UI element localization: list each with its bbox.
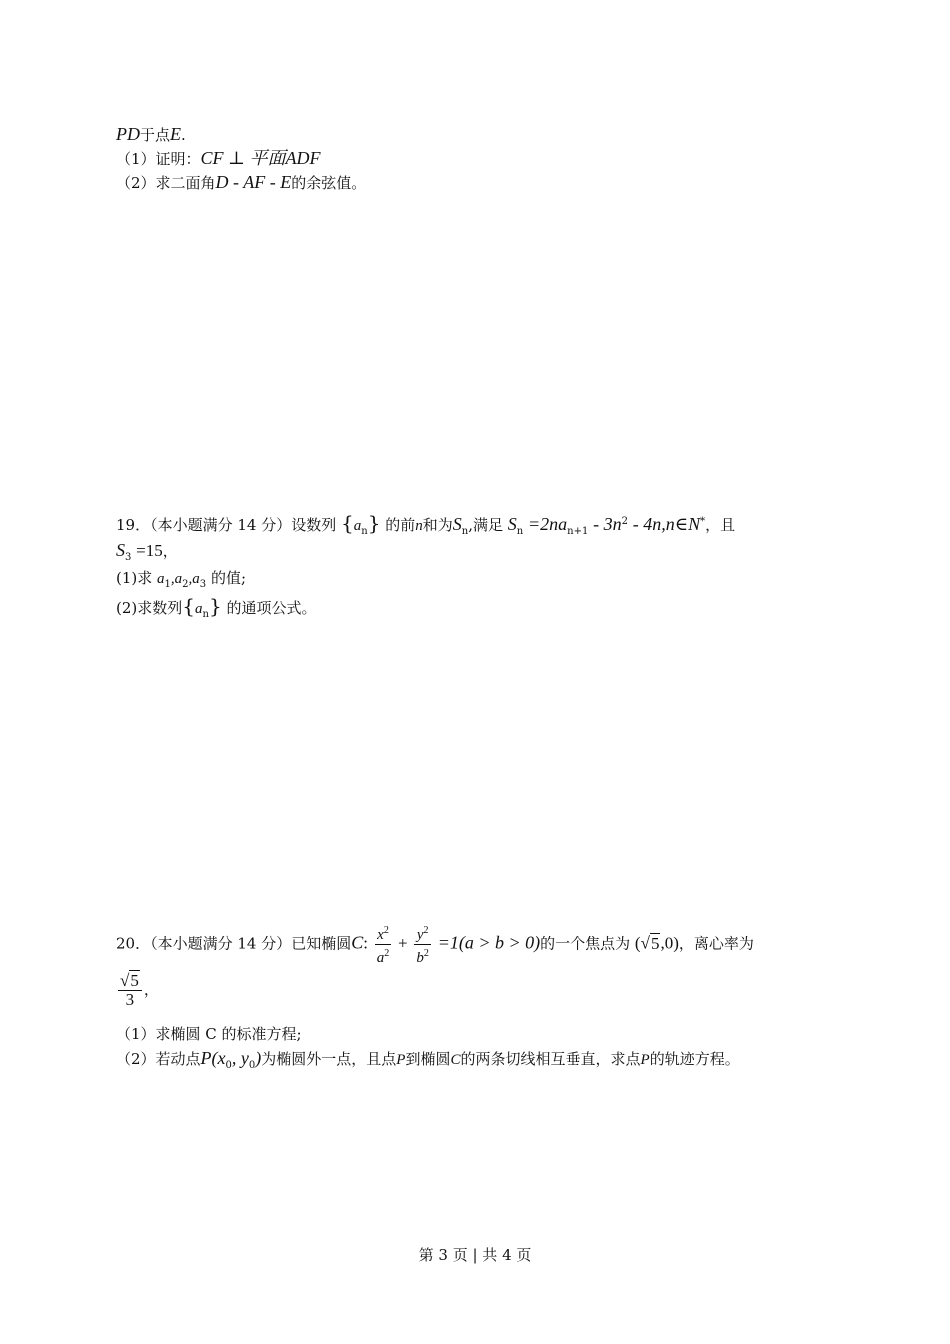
q19-part1-sub3: 3 [199,579,207,590]
q20-part2-prefix: （2）若动点 [116,1050,201,1068]
q20-y-sup: 2 [423,925,429,936]
q19-part2-brace-close: } [208,594,222,618]
q19-part1-a1: a [157,571,165,587]
q19-text-a: 的前 [385,516,416,534]
q19-part1-sub2: 2 [182,579,189,590]
q20-focus-open: ( [634,933,641,953]
q19-eq-s-sub: n [516,526,524,537]
q20-ecc-frac [118,972,142,1009]
q18-part1-label: （1）证明： [116,150,201,168]
q19-line1 [116,512,735,542]
q20-x: x [377,927,384,943]
q20-part2-text1: 为椭圆外一点，且点 [261,1050,397,1068]
q18-part2-label: （2）求二面角 [116,174,216,192]
q20-frac-x [375,922,392,967]
q20-eq-rest: =1(a > b > 0) [437,932,541,953]
q19-eq-rhs3-sup: * [700,516,706,527]
q20-a-sup: 2 [384,948,390,959]
q20-part2-sub0b: 0 [248,1060,256,1071]
q20-a: a [376,950,385,966]
q19-part1-a2: ,a [170,571,183,587]
page-footer: 第 3 页 | 共 4 页 [418,1246,532,1264]
q20-number: 20．（本小题满分 14 分）已知椭圆 [116,934,352,953]
q20-part2-pb: P [640,1052,650,1068]
q19-part1-end: 的值; [210,569,246,587]
q19-line2-s: S [116,540,125,560]
q20-x-sup: 2 [383,925,389,936]
q18-part1 [116,148,320,169]
q20-part2-text4: 的轨迹方程。 [649,1050,740,1068]
q20-y: y [416,927,424,943]
q19-seq-sub: n [361,526,368,537]
q20-line2 [116,972,159,1009]
q18-part2-math: D - AF - E [215,172,292,192]
q20-ecc-root: √ [120,971,130,990]
q20-focus-root: √ [640,933,650,953]
q19-part2-seq: a [194,601,203,617]
q19-part1 [116,568,246,595]
q19-eq-rhs2: - 3n [593,514,622,534]
q20-part2-pa: P [396,1052,406,1068]
q18-part1-math: CF ⊥ 平面ADF [200,148,321,168]
q20-frac-y [414,922,431,967]
q20-b-sup: 2 [423,948,429,959]
q19-part2-brace-open: { [182,594,195,618]
q18-part2 [116,172,366,193]
q18-dot: . [181,126,186,144]
q19-text-c: ,满足 [468,516,503,534]
q18-line1 [116,124,186,145]
q19-line2-end: ， [162,542,178,560]
q19-part2-seq-sub: n [202,609,209,620]
q20-part2-ca: C [450,1052,461,1068]
q19-brace-close: } [367,511,381,535]
q20-line1 [116,922,754,967]
q19-eq-rhs2-sup: 2 [621,516,628,527]
q20-plus: + [398,933,408,953]
q20-focus-five: 5 [650,933,660,953]
q19-n: n [415,518,423,534]
q20-ecc-end: ， [143,980,159,999]
q20-text-a: 的一个焦点为 [540,934,631,953]
q19-part1-a3: ,a [188,571,200,587]
q20-part1: （1）求椭圆 C 的标准方程; [116,1025,302,1043]
q19-line2-s-sub: 3 [125,552,132,563]
q20-part2-text2: 到椭圆 [405,1050,451,1068]
q19-line2 [116,540,178,568]
q19-eq-rhs1-sub: n+1 [567,526,589,537]
q19-eq-rhs1: =2na [527,514,568,534]
q20-part2-mid: , y [231,1048,249,1068]
q19-s: S [452,514,462,534]
q20-ecc-den: 3 [125,990,135,1009]
q18-mid: 于点 [140,126,171,144]
q19-line2-eq: =15 [136,541,163,560]
q20-part2 [116,1048,740,1076]
q20-part2-close: ) [255,1048,262,1068]
q19-text-d: ，且 [705,516,736,534]
q19-eq-s: S [507,514,517,534]
q19-number: 19．（本小题满分 14 分）设数列 [116,516,337,534]
q19-text-b: 和为 [422,516,453,534]
q20-part2-p: P(x [200,1048,226,1068]
q20-part2-sub0a: 0 [225,1060,232,1071]
q19-s-sub: n [461,526,469,537]
q20-colon: : [363,933,368,953]
q20-ecc-five: 5 [130,971,139,990]
q19-part2-prefix: (2)求数列 [116,599,183,617]
q18-pd: PD [116,124,140,144]
q20-b: b [416,950,424,966]
q18-part2-end: 的余弦值。 [291,174,367,192]
q18-e: E [170,124,182,144]
q19-part2 [116,596,316,625]
q19-part2-end: 的通项公式。 [226,599,317,617]
q19-part1-sub1: 1 [164,579,171,590]
q19-seq: a [353,518,362,534]
q20-part2-text3: 的两条切线相互垂直，求点 [460,1050,641,1068]
q20-focus-close: ,0) [660,933,679,953]
q19-brace-open: { [341,511,354,535]
q19-part1-prefix: (1)求 [116,569,153,587]
q20-text-b: ，离心率为 [678,934,754,953]
q20-c: C [351,932,364,953]
q19-eq-rhs3: - 4n,n∈N [632,514,701,534]
